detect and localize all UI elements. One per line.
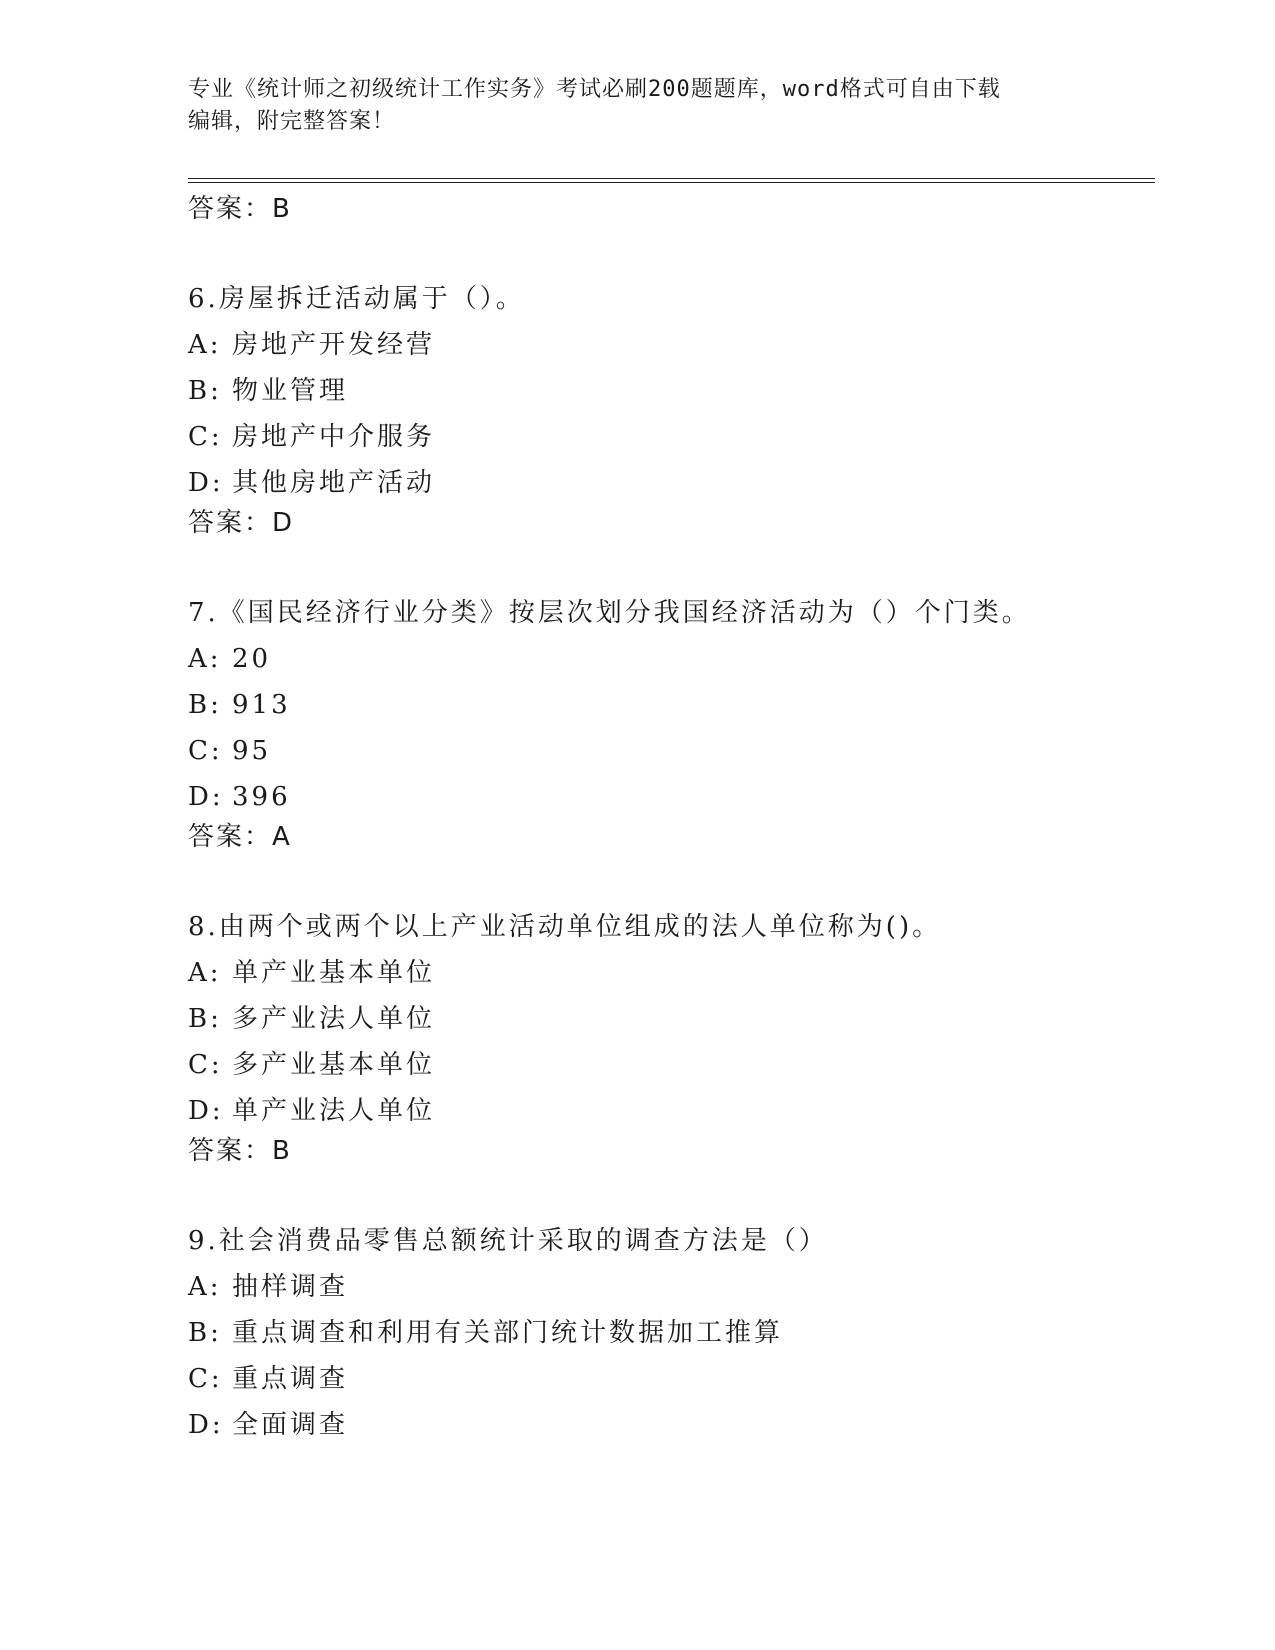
option-key: A: [188, 330, 222, 360]
option-c [188, 1356, 1188, 1402]
question-stem: 6.房屋拆迁活动属于（）。 [188, 284, 525, 314]
option-text: 396 [232, 782, 291, 812]
option-a [188, 950, 1188, 996]
option-key: B: [188, 690, 222, 720]
option-c [188, 414, 1188, 460]
option-key: D: [188, 782, 224, 812]
option-key: C: [188, 422, 223, 452]
option-b [188, 682, 1188, 728]
option-text: 重点调查 [232, 1364, 349, 1394]
option-key: B: [188, 1318, 222, 1348]
question-7 [188, 590, 1188, 820]
option-c [188, 728, 1188, 774]
header-line-2: 编辑，附完整答案！ [188, 109, 396, 134]
answer-q8: 答案：B [188, 1136, 292, 1166]
option-key: D: [188, 1410, 224, 1440]
option-key: D: [188, 468, 224, 498]
answer-q5: 答案：B [188, 194, 292, 224]
option-a [188, 636, 1188, 682]
option-text: 房地产开发经营 [232, 330, 436, 360]
document-header [188, 74, 1088, 138]
option-key: C: [188, 736, 223, 766]
option-text: 多产业基本单位 [232, 1050, 436, 1080]
option-text: 房地产中介服务 [232, 422, 436, 452]
option-key: C: [188, 1050, 223, 1080]
question-stem: 8.由两个或两个以上产业活动单位组成的法人单位称为()。 [188, 912, 942, 942]
question-9 [188, 1218, 1188, 1448]
option-key: A: [188, 1272, 222, 1302]
option-key: B: [188, 376, 222, 406]
option-text: 全面调查 [232, 1410, 349, 1440]
option-text: 95 [232, 736, 272, 766]
option-text: 单产业基本单位 [232, 958, 436, 988]
header-line-1: 专业《统计师之初级统计工作实务》考试必刷200题题库，word格式可自由下载 [188, 77, 1001, 102]
option-text: 20 [232, 644, 272, 674]
option-text: 物业管理 [232, 376, 349, 406]
option-text: 913 [232, 690, 291, 720]
header-divider [188, 178, 1155, 183]
option-text: 单产业法人单位 [232, 1096, 436, 1126]
option-key: B: [188, 1004, 222, 1034]
question-6 [188, 276, 1188, 506]
question-8 [188, 904, 1188, 1134]
option-b [188, 368, 1188, 414]
option-d [188, 774, 1188, 820]
option-text: 多产业法人单位 [232, 1004, 436, 1034]
option-b [188, 1310, 1188, 1356]
answer-q7: 答案：A [188, 822, 292, 852]
option-d [188, 1088, 1188, 1134]
option-key: A: [188, 644, 222, 674]
option-key: A: [188, 958, 222, 988]
option-b [188, 996, 1188, 1042]
option-key: C: [188, 1364, 223, 1394]
answer-q6: 答案：D [188, 508, 295, 538]
option-key: D: [188, 1096, 224, 1126]
question-stem: 9.社会消费品零售总额统计采取的调查方法是（） [188, 1226, 828, 1256]
question-stem: 7.《国民经济行业分类》按层次划分我国经济活动为（）个门类。 [188, 598, 1031, 628]
option-d [188, 1402, 1188, 1448]
option-a [188, 322, 1188, 368]
option-text: 其他房地产活动 [232, 468, 436, 498]
option-c [188, 1042, 1188, 1088]
option-a [188, 1264, 1188, 1310]
option-text: 重点调查和利用有关部门统计数据加工推算 [232, 1318, 784, 1348]
option-d [188, 460, 1188, 506]
option-text: 抽样调查 [232, 1272, 349, 1302]
